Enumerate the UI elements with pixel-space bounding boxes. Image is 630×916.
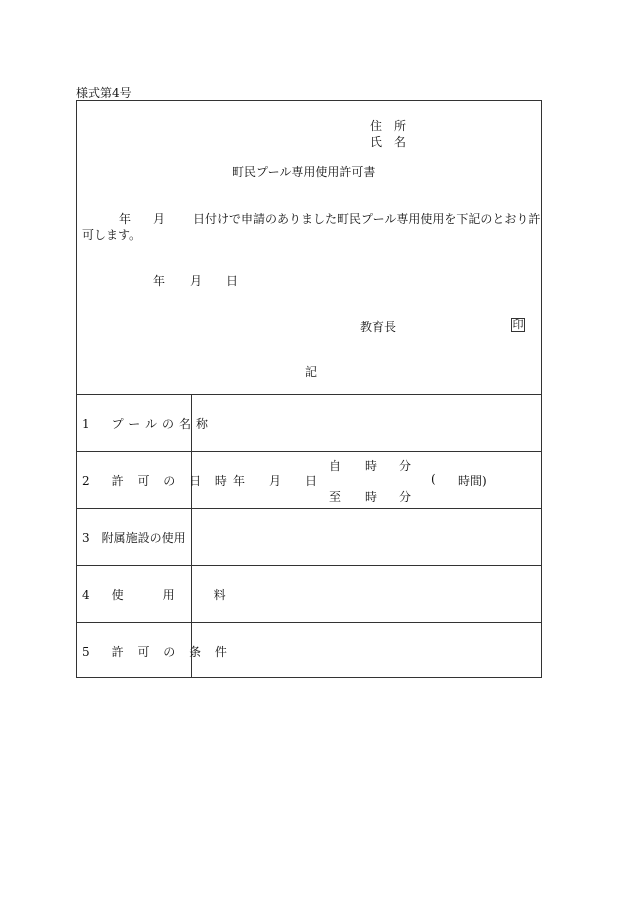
- datetime-from: 自: [329, 459, 342, 473]
- ki-label: 記: [305, 365, 318, 379]
- form-number: 様式第4号: [76, 86, 132, 100]
- row-label-pool-name: 1 プールの名称: [82, 417, 214, 431]
- body-month: 月: [153, 212, 166, 226]
- date-year: 年: [153, 274, 166, 288]
- date-day: 日: [226, 274, 239, 288]
- body-year: 年: [119, 212, 132, 226]
- issuer-title: 教育長: [360, 320, 397, 334]
- table-divider: [76, 451, 542, 452]
- datetime-to-minute: 分: [399, 490, 412, 504]
- row-label-conditions: 5 許 可 の 条 件: [82, 645, 232, 659]
- datetime-month: 月: [269, 474, 282, 488]
- body-text-line2: 可します。: [82, 228, 142, 242]
- table-divider: [76, 394, 542, 395]
- table-divider: [76, 622, 542, 623]
- address-label: 住 所: [370, 119, 407, 133]
- table-divider: [76, 508, 542, 509]
- table-divider: [76, 565, 542, 566]
- datetime-to-hour: 時: [365, 490, 378, 504]
- body-text-line1: 日付けで申請のありました町民プール専用使用を下記のとおり許: [193, 212, 541, 226]
- row-label-facility-use: 3 附属施設の使用: [82, 531, 186, 545]
- datetime-year: 年: [233, 474, 246, 488]
- row-label-permit-datetime: 2 許 可 の 日 時: [82, 474, 232, 488]
- seal-mark: 印: [512, 318, 524, 331]
- row-label-fee: 4 使 用 料: [82, 588, 231, 602]
- datetime-from-hour: 時: [365, 459, 378, 473]
- document-title: 町民プール専用使用許可書: [232, 165, 376, 179]
- datetime-paren-open: (: [431, 472, 436, 486]
- datetime-to: 至: [329, 490, 342, 504]
- datetime-hours-close: 時間): [458, 474, 487, 488]
- table-column-divider: [191, 394, 192, 678]
- datetime-from-minute: 分: [399, 459, 412, 473]
- datetime-day: 日: [305, 474, 318, 488]
- name-label: 氏 名: [370, 135, 407, 149]
- date-month: 月: [190, 274, 203, 288]
